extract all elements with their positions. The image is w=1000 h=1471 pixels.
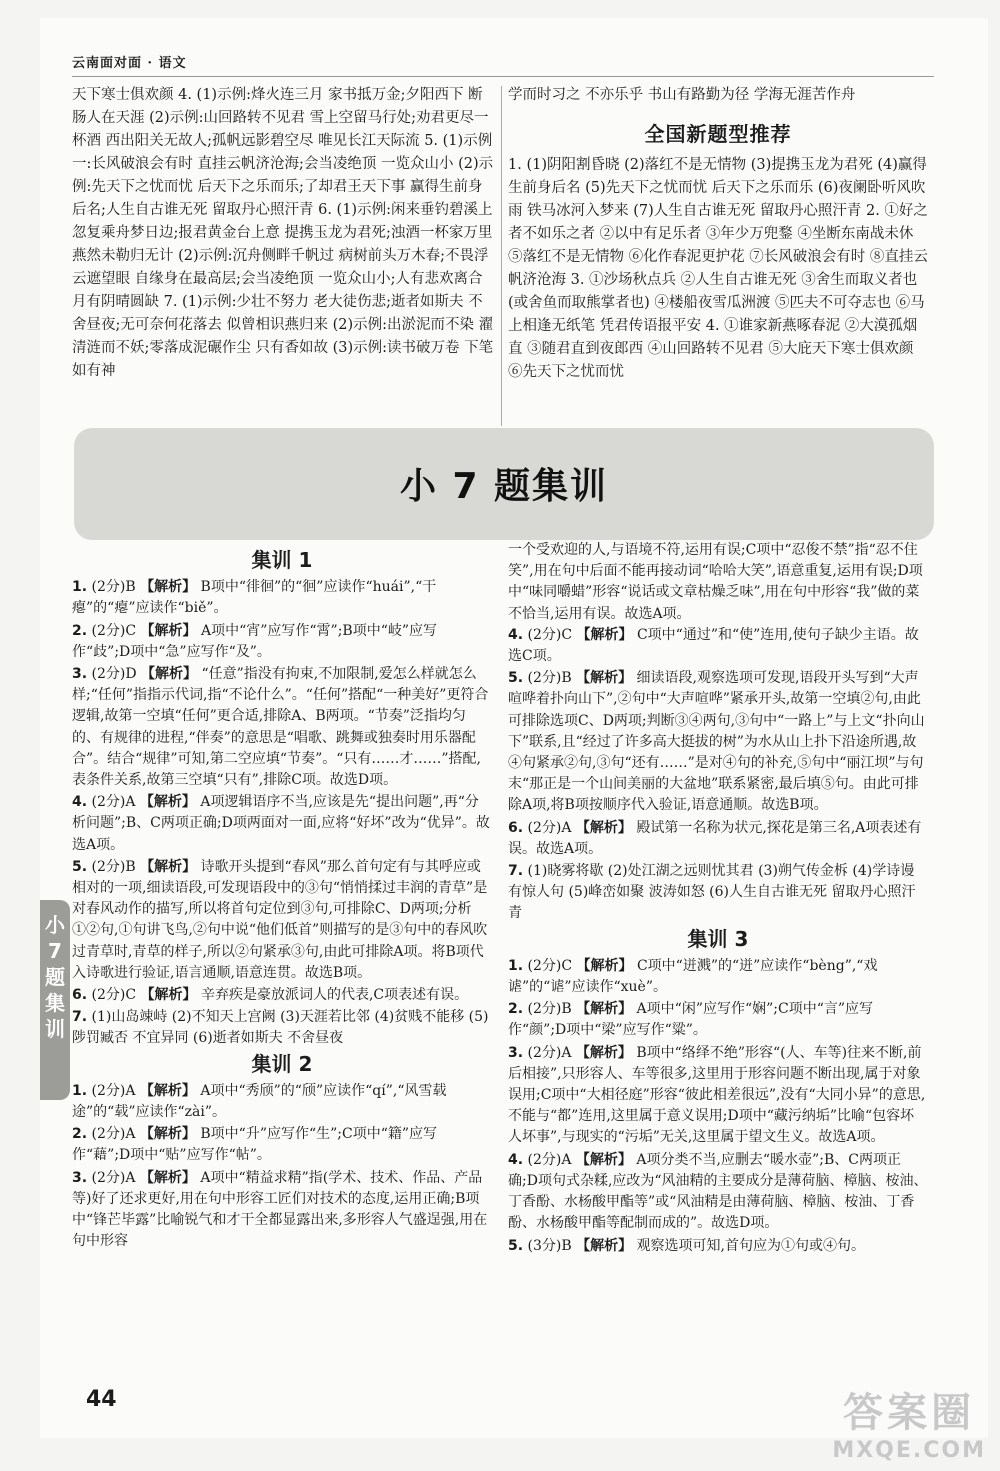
answer-item <box>508 668 928 816</box>
answer-number: 6. <box>72 987 88 1004</box>
answer-text: A项中“秀颀”的“颀”应读作“qí”,“风雪载途”的“载”应读作“zài”。 <box>72 1082 447 1121</box>
section-banner <box>74 428 934 540</box>
analysis-tag: 【解析】 <box>140 858 197 875</box>
set2-list <box>72 1081 492 1253</box>
column-divider <box>501 86 502 426</box>
analysis-tag: 【解析】 <box>140 579 197 596</box>
answer-item <box>508 1043 928 1149</box>
analysis-tag: 【解析】 <box>576 626 633 643</box>
analysis-tag: 【解析】 <box>575 1044 632 1061</box>
watermark-line1: 答案圈 <box>843 1390 976 1436</box>
banner-title: 小 7 题集训 <box>399 466 609 507</box>
answer-item <box>508 999 928 1041</box>
analysis-tag: 【解析】 <box>575 819 632 836</box>
analysis-tag: 【解析】 <box>576 1001 633 1018</box>
header-rule <box>72 76 934 77</box>
set1-list <box>72 577 492 1049</box>
answer-item <box>72 792 492 856</box>
answer-text: 细读语段,观察选项可发现,语段开头写到“大声喧哗着扑向山下”,②句中“大声喧哗”紧承开头,故第一空填②句,由此可排除选项C、D两项;判断③④两句,③句中“一路上”与上文“扑向山下”联系,且“经过了许多高大挺拔的树”为水从山上扑下沿途所遇,故④句紧承②句,③句“还有……”是对④句的补充,⑤句中“丽江坝”与句末“那正是一个山间美丽的大盆地”联系紧密,最后填⑤句。由此可排除A项,将B项按顺序代入验证,语意通顺。故选B项。 <box>508 670 925 814</box>
answer-number: 2. <box>508 1001 524 1018</box>
answer-number: 1. <box>508 957 524 974</box>
answer-score: (3分)B <box>527 1237 572 1254</box>
answer-number: 2. <box>72 1126 88 1143</box>
answer-score: (2分)A <box>91 1082 136 1099</box>
analysis-tag: 【解析】 <box>139 1169 196 1186</box>
set2-continued: 一个受欢迎的人,与语境不符,运用有误;C项中“忍俊不禁”指“忍不住笑”,用在句中后面不能再接动词“哈哈大笑”,语意重复,运用有误;D项中“味同嚼蜡”形容“说话或文章枯燥乏味”,用在句中形容“我”做的菜不恰当,运用有误。故选A项。 <box>508 542 923 622</box>
side-tab-char: 题 <box>45 965 65 989</box>
answer-score: (2分)B <box>91 858 136 875</box>
answer-text: B项中“络绎不绝”形容“(人、车等)往来不断,前后相接”,只形容人、车等很多,这里用于形容问题不断出现,属于对象误用;C项中“大相径庭”形容“彼此相差很远”,没有“大同小异”的意思,不能与“都”连用,这里属于意义误用;D项中“藏污纳垢”比喻“包容坏人坏事”,与现实的“污垢”无关,这里属于望文生义。故选A项。 <box>508 1044 926 1146</box>
analysis-tag: 【解析】 <box>140 987 197 1004</box>
answer-text: A项逻辑语序不当,应该是先“提出问题”,再“分析问题”;B、C两项正确;D项两面对一面,应将“好坏”改为“优异”。故选A项。 <box>72 794 490 853</box>
answer-score: (2分)B <box>527 670 572 687</box>
answer-score: (2分)B <box>527 1001 572 1018</box>
answer-number: 1. <box>72 579 88 596</box>
watermark-line2: MXQE.COM <box>832 1438 986 1463</box>
answer-score: (2分)B <box>91 579 136 596</box>
set3-list <box>508 956 928 1257</box>
answer-item <box>72 621 492 663</box>
answer-text: 观察选项可知,首句应为①句或④句。 <box>636 1237 865 1254</box>
answer-text: A项中“宵”应写作“霄”;B项中“岐”应写作“歧”;D项中“急”应写作“及”。 <box>72 622 438 660</box>
answer-number: 7. <box>72 1009 88 1026</box>
side-tab-char: 小 <box>45 913 65 937</box>
bottom-right-column <box>508 540 928 1258</box>
answer-item <box>508 1150 928 1235</box>
answer-text: A项中“精益求精”指(学术、技术、作品、产品等)好了还求更好,用在句中形容工匠们对技术的态度,运用正确;B项中“锋芒毕露”比喻锐气和才干全都显露出来,多形容人气盛逞强,用在句中形容 <box>72 1169 488 1250</box>
answer-item <box>508 1236 928 1257</box>
answer-item <box>72 1168 492 1253</box>
side-tab-char: 7 <box>48 939 62 963</box>
analysis-tag: 【解析】 <box>576 1237 633 1254</box>
answer-text: (1)山岛竦峙 (2)不知天上宫阙 (3)天涯若比邻 (4)贫贱不能移 (5)陟罚臧否 不宜异同 (6)逝者如斯夫 不舍昼夜 <box>72 1009 489 1047</box>
top-right-column <box>508 84 928 384</box>
answer-item <box>508 625 928 667</box>
answer-number: 2. <box>72 622 88 639</box>
top-left-column <box>72 84 496 383</box>
answer-text: A项中“闲”应写作“娴”;C项中“言”应写作“颜”;D项中“梁”应写作“粱”。 <box>508 1001 874 1039</box>
answer-item <box>508 861 928 925</box>
answer-item <box>508 956 928 998</box>
side-tab <box>40 900 70 1100</box>
top-right-intro: 学而时习之 不亦乐乎 书山有路勤为径 学海无涯苦作舟 <box>508 87 856 103</box>
page-number: 44 <box>86 1387 117 1412</box>
answer-number: 3. <box>72 1169 88 1186</box>
answer-item <box>72 1124 492 1166</box>
answer-number: 4. <box>72 794 88 811</box>
answer-text: (1)晓雾将歇 (2)处江湖之远则忧其君 (3)朔气传金柝 (4)学诗谩有惊人句 (5)峰峦如聚 波涛如怒 (6)人生自古谁无死 留取丹心照汗青 <box>508 863 916 922</box>
answer-text: B项中“徘徊”的“徊”应读作“huái”,“干瘪”的“瘪”应读作“biě”。 <box>72 579 437 617</box>
bottom-left-column <box>72 546 492 1254</box>
side-tab-char: 训 <box>45 1017 65 1041</box>
answer-item <box>72 857 492 984</box>
answer-number: 1. <box>72 1082 88 1099</box>
analysis-tag: 【解析】 <box>139 794 196 811</box>
answer-text: B项中“升”应写作“生”;C项中“籍”应写作“藉”;D项中“贴”应写作“帖”。 <box>72 1126 438 1164</box>
analysis-tag: 【解析】 <box>576 670 633 687</box>
top-left-answers: 天下寒士俱欢颜 4. (1)示例:烽火连三月 家书抵万金;夕阳西下 断肠人在天涯 (2)示例:山回路转不见君 雪上空留马行处;劝君更尽一杯酒 西出阳关无故人;孤帆远影碧空尽 唯见长江天际流 5. (1)示例一:长风破浪会有时 直挂云帆济沧海;会当凌绝顶 一览众山小 (2)示例:先天下之忧而忧 后天下之乐而乐;了却君王天下事 赢得生前身后名;人生自古谁无死 留取丹心照汗青 6. (1)示例:闲来垂钓碧溪上 忽复乘舟梦日边;报君黄金台上意 提携玉龙为君死;浊酒一杯家万里 燕然未勒归无计 (2)示例:沉舟侧畔千帆过 病树前头万木春;不畏浮云遮望眼 自缘身在最高层;会当凌绝顶 一览众山小;人有悲欢离合 月有阴晴圆缺 7. (1)示例:少壮不努力 老大徒伤悲;逝者如斯夫 不舍昼夜;无可奈何花落去 似曾相识燕归来 (2)示例:出淤泥而不染 濯清涟而不妖;零落成泥碾作尘 只有香如故 (3)示例:读书破万卷 下笔如有神 <box>72 87 494 379</box>
analysis-tag: 【解析】 <box>139 1126 196 1143</box>
answer-number: 5. <box>508 1237 524 1254</box>
answer-number: 5. <box>72 858 88 875</box>
answer-score: (2分)C <box>91 987 137 1004</box>
side-tab-char: 集 <box>45 991 65 1015</box>
answer-text: C项中“迸溅”的“迸”应读作“bèng”,“戏谑”的“谑”应读作“xuè”。 <box>508 957 878 996</box>
running-header: 云南面对面 · 语文 <box>72 56 187 71</box>
answer-item <box>508 818 928 860</box>
watermark <box>832 1381 986 1463</box>
answer-item <box>72 577 492 619</box>
answer-number: 4. <box>508 626 524 643</box>
answer-item <box>72 985 492 1006</box>
answer-score: (2分)A <box>527 1044 572 1061</box>
analysis-tag: 【解析】 <box>576 957 633 974</box>
answer-score: (2分)A <box>91 1126 136 1143</box>
set3-title: 集训 3 <box>687 926 749 951</box>
answer-number: 3. <box>508 1044 524 1061</box>
set1-title: 集训 1 <box>251 548 313 572</box>
answer-text: 诗歌开头提到“春风”那么首句定有与其呼应或相对的一项,细读语段,可发现语段中的③句“悄悄揉过丰润的青草”是对春风动作的描写,所以将首句定位到③句,可排除C、D两项;分析①②句,①句讲飞鸟,②句中说“他们低首”则描写的是③句中的春风吹过青草时,青草的样子,所以②句紧承③句,由此可排除A项。将B项代入诗歌进行验证,语言通顺,语意连贯。故选B项。 <box>72 858 488 981</box>
answer-score: (2分)C <box>527 626 573 643</box>
answer-score: (2分)C <box>527 957 573 974</box>
answer-number: 6. <box>508 819 524 836</box>
set2-list-continued <box>508 625 928 925</box>
answer-item <box>72 1007 492 1049</box>
analysis-tag: 【解析】 <box>575 1151 632 1168</box>
answer-text: A项分类不当,应删去“暖水壶”;B、C两项正确;D项句式杂糅,应改为“风油精的主要成分是薄荷脑、樟脑、桉油、丁香酚、水杨酸甲酯等”或“风油精是由薄荷脑、樟脑、桉油、丁香酚、水杨酸甲酯等配制而成的”。故选D项。 <box>508 1151 928 1232</box>
answer-text: C项中“通过”和“使”连用,使句子缺少主语。故选C项。 <box>508 626 919 665</box>
national-answers: 1. (1)阴阳割昏晓 (2)落红不是无情物 (3)提携玉龙为君死 (4)赢得生前身后名 (5)先天下之忧而忧 后天下之乐而乐 (6)夜阑卧听风吹雨 铁马冰河入梦来 (7)人生自古谁无死 留取丹心照汗青 2. ①好之者不如乐之者 ②以中有足乐者 ③年少万兜鍪 ④坐断东南战未休 ⑤落红不是无情物 ⑥化作春泥更护花 ⑦长风破浪会有时 ⑧直挂云帆济沧海 3. ①沙场秋点兵 ②人生自古谁无死 ③舍生而取义者也(或舍鱼而取熊掌者也) ④楼船夜雪瓜洲渡 ⑤匹夫不可夺志也 ⑥马上相逢无纸笔 凭君传语报平安 4. ①谁家新燕啄春泥 ②大漠孤烟直 ③随君直到夜郎西 ④山回路转不见君 ⑤大庇天下寒士俱欢颜 ⑥先天下之忧而忧 <box>508 157 928 380</box>
answer-number: 3. <box>72 666 88 683</box>
answer-number: 4. <box>508 1151 524 1168</box>
answer-score: (2分)D <box>91 666 137 683</box>
analysis-tag: 【解析】 <box>141 666 198 683</box>
answer-score: (2分)A <box>91 794 136 811</box>
answer-score: (2分)A <box>527 1151 572 1168</box>
answer-text: 辛弃疾是豪放派词人的代表,C项表述有误。 <box>200 987 469 1004</box>
answer-item <box>72 1081 492 1123</box>
national-section-title: 全国新题型推荐 <box>644 122 792 146</box>
answer-number: 5. <box>508 670 524 687</box>
answer-score: (2分)A <box>91 1169 136 1186</box>
answer-item <box>72 664 492 791</box>
analysis-tag: 【解析】 <box>139 1082 196 1099</box>
answer-score: (2分)C <box>91 622 137 639</box>
answer-text: “任意”指没有拘束,不加限制,爱怎么样就怎么样;“任何”指指示代词,指“不论什么”。“任何”搭配“一种美好”更符合逻辑,故第一空填“任何”更合适,排除A、B两项。“节奏”泛指均匀的、有规律的进程,“伴奏”的意思是“唱歌、跳舞或独奏时用乐器配合”。结合“规律”可知,第二空应填“节奏”。“只有……才……”搭配,表条件关系,故第三空填“只有”,排除C项。故选D项。 <box>72 666 489 789</box>
answer-number: 7. <box>508 863 524 880</box>
answer-score: (2分)A <box>527 819 572 836</box>
answer-text: 殿试第一名称为状元,探花是第三名,A项表述有误。故选A项。 <box>508 819 922 857</box>
analysis-tag: 【解析】 <box>140 622 197 639</box>
set2-title: 集训 2 <box>251 1051 313 1076</box>
